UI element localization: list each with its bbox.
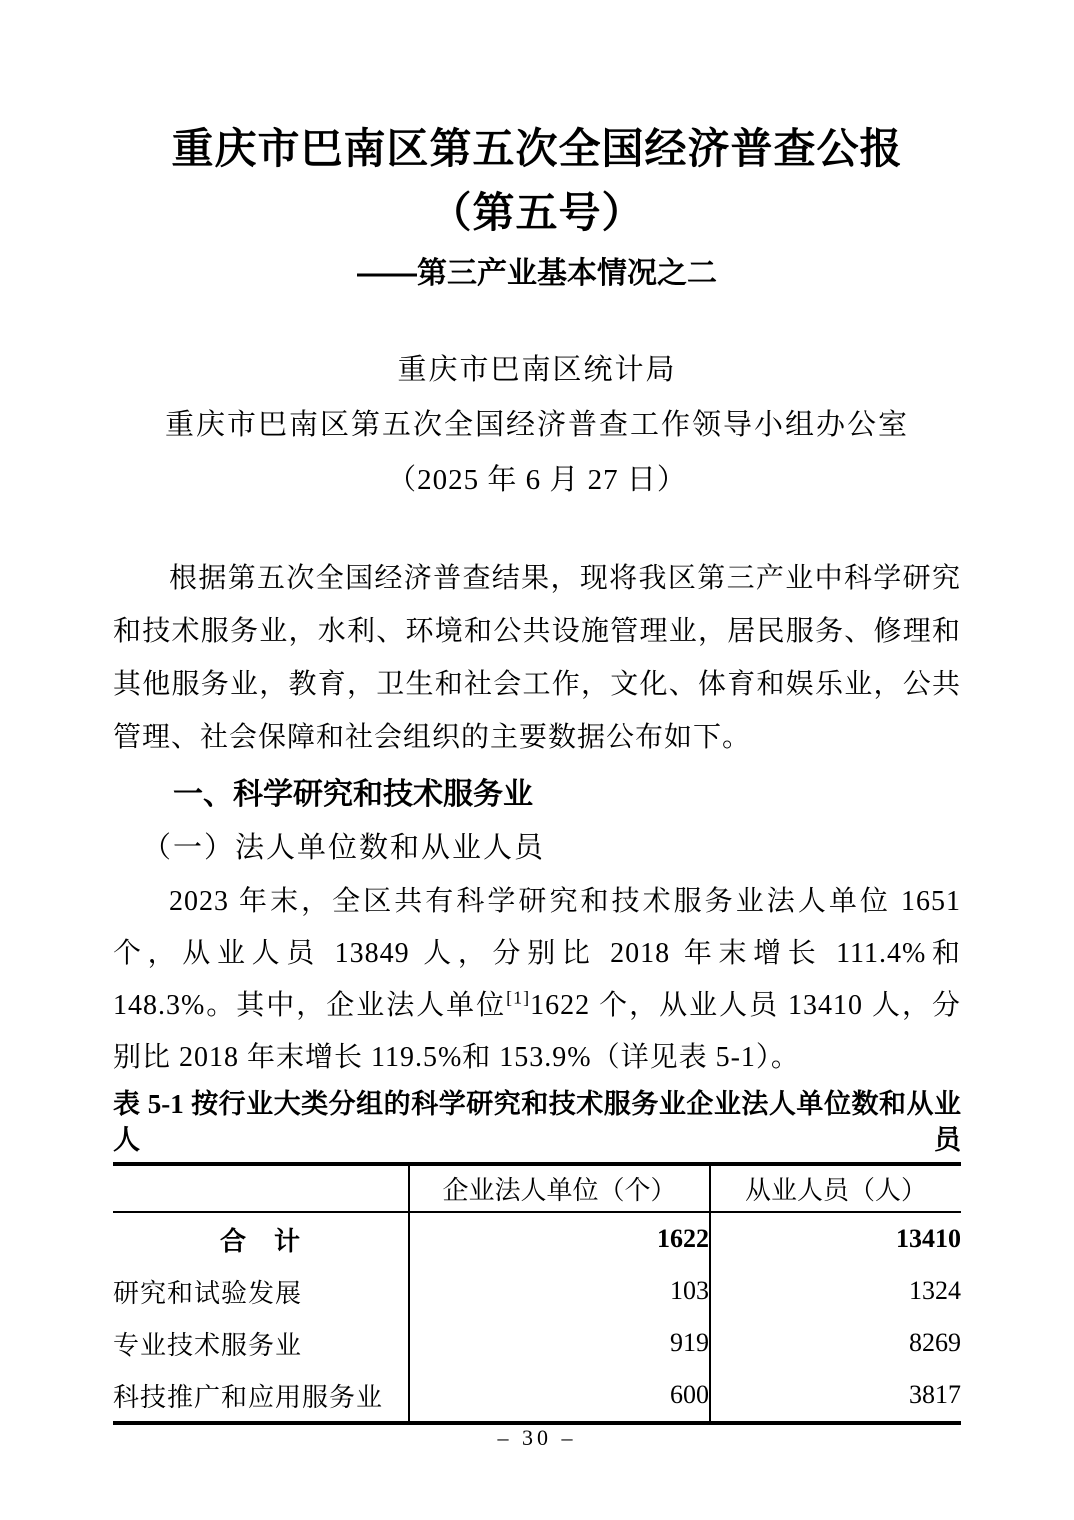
body-paragraph-text-continued: 1622 个，从业人员 13410 人，分别比 2018 年末增长 119.5%和 153.9%（详见表 5-1）。 xyxy=(113,990,961,1073)
header-cell-persons: 从业人员（人） xyxy=(710,1164,961,1212)
row-units-value: 919 xyxy=(409,1317,710,1369)
row-persons-value: 1324 xyxy=(909,1276,961,1305)
row-label: 科技推广和应用服务业 xyxy=(113,1369,409,1423)
document-subtitle: ——第三产业基本情况之二 xyxy=(357,257,717,290)
document-title-line2: （第五号） xyxy=(429,191,645,237)
table-caption-label: 表 5-1 xyxy=(113,1089,184,1119)
row-persons-value: 3817 xyxy=(909,1380,961,1409)
row-label: 合 计 xyxy=(113,1212,409,1265)
date-line: （2025 年 6 月 27 日） xyxy=(387,464,687,496)
header-cell-blank xyxy=(113,1164,409,1212)
table-caption xyxy=(113,1086,961,1158)
table-header-row xyxy=(113,1164,961,1212)
table-row xyxy=(113,1265,961,1317)
row-label: 研究和试验发展 xyxy=(113,1265,409,1317)
row-persons-value: 13410 xyxy=(896,1224,961,1253)
issuer-line-2: 重庆市巴南区第五次全国经济普查工作领导小组办公室 xyxy=(164,409,909,441)
row-units-value: 103 xyxy=(409,1265,710,1317)
issuer-line-1: 重庆市巴南区统计局 xyxy=(397,354,677,386)
footnote-reference: [1] xyxy=(506,987,531,1008)
row-persons-value: 8269 xyxy=(909,1328,961,1357)
intro-paragraph: 根据第五次全国经济普查结果，现将我区第三产业中科学研究和技术服务业，水利、环境和公共设施管理业，居民服务、修理和其他服务业，教育，卫生和社会工作，文化、体育和娱乐业，公共管理、社会保障和社会组织的主要数据公布如下。 xyxy=(113,563,961,753)
table-row xyxy=(113,1317,961,1369)
table-row xyxy=(113,1212,961,1265)
document-title xyxy=(113,118,961,246)
document-content xyxy=(113,0,961,1425)
table-row xyxy=(113,1369,961,1423)
subsection-heading: （一）法人单位数和从业人员 xyxy=(142,832,546,864)
header-cell-units: 企业法人单位（个） xyxy=(409,1164,710,1212)
section-heading: 一、科学研究和技术服务业 xyxy=(173,778,533,811)
row-units-value: 600 xyxy=(409,1369,710,1423)
body-paragraph-text: 2023 年末，全区共有科学研究和技术服务业法人单位 1651 个，从业人员 13849 人，分别比 2018 年末增长 111.4%和 148.3%。其中，企业法人单位 xyxy=(113,886,961,1021)
body-paragraph xyxy=(113,876,961,1084)
row-label: 专业技术服务业 xyxy=(113,1317,409,1369)
page-number: – 30 – xyxy=(497,1425,577,1450)
row-units-value: 1622 xyxy=(409,1212,710,1265)
table-caption-title: 按行业大类分组的科学研究和技术服务业企业法人单位数和从业人员 xyxy=(113,1089,962,1155)
statistics-table xyxy=(113,1162,961,1425)
document-title-line1: 重庆市巴南区第五次全国经济普查公报 xyxy=(171,127,903,173)
